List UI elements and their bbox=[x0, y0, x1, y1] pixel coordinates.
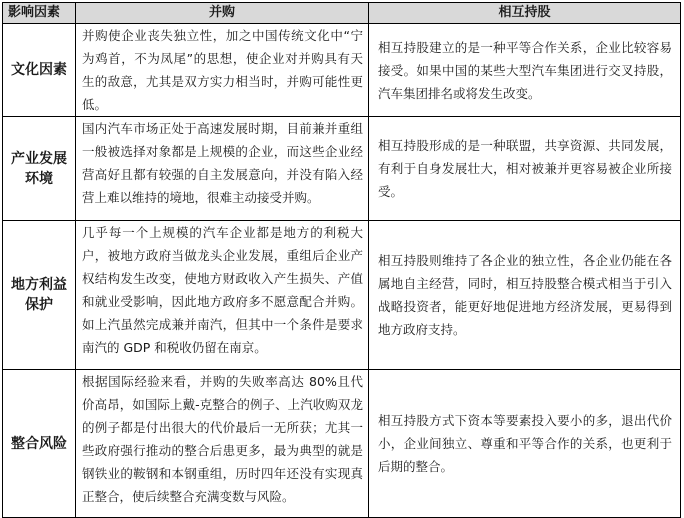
table-row-industry bbox=[3, 117, 681, 221]
header-factor: 影响因素 bbox=[3, 3, 76, 24]
merger-cell: 根据国际经验来看，并购的失败率高达 80%且代价高昂，如国际上戴-克整合的例子、上汽收购双龙的例子都是付出很大的代价最后一无所获；尤其一些政府强行推动的整合后患更多，最为典型的就是钢铁业的鞍钢和本钢重组，历时四年还没有实现真正整合，使后续整合充满变数与风险。 bbox=[76, 370, 369, 518]
table-row-integration-risk bbox=[3, 370, 681, 518]
factor-cell: 产业发展环境 bbox=[3, 117, 76, 221]
header-merger: 并购 bbox=[76, 3, 369, 24]
header-cross-holding: 相互持股 bbox=[369, 3, 681, 24]
merger-cell: 几乎每一个上规模的汽车企业都是地方的利税大户，被地方政府当做龙头企业发展，重组后企业产权结构发生改变，使地方财政收入产生损失、产值和就业受影响，因此地方政府多不愿意配合并购。如上汽虽然完成兼并南汽，但其中一个条件是要求南汽的 GDP 和税收仍留在南京。 bbox=[76, 221, 369, 370]
factor-cell: 整合风险 bbox=[3, 370, 76, 518]
cross-holding-cell: 相互持股则维持了各企业的独立性，各企业仍能在各属地自主经营，同时，相互持股整合模式相当于引入战略投资者，能更好地促进地方经济发展，更易得到地方政府支持。 bbox=[369, 221, 681, 370]
factor-cell: 地方利益保护 bbox=[3, 221, 76, 370]
merger-cell: 并购使企业丧失独立性，加之中国传统文化中“宁为鸡首，不为凤尾”的思想，使企业对并购具有天生的敌意，尤其是双方实力相当时，并购可能性更低。 bbox=[76, 24, 369, 117]
merger-cell: 国内汽车市场正处于高速发展时期，目前兼并重组一般被选择对象都是上规模的企业，而这些企业经营高好且都有较强的自主发展意向，并没有陷入经营上难以维持的境地，很难主动接受并购。 bbox=[76, 117, 369, 221]
table-row-local-interest bbox=[3, 221, 681, 370]
cross-holding-cell: 相互持股建立的是一种平等合作关系，企业比较容易接受。如果中国的某些大型汽车集团进行交叉持股，汽车集团排名或将发生改变。 bbox=[369, 24, 681, 117]
table-header-row bbox=[3, 3, 681, 24]
table-row-culture bbox=[3, 24, 681, 117]
factor-cell: 文化因素 bbox=[3, 24, 76, 117]
cross-holding-cell: 相互持股方式下资本等要素投入要小的多，退出代价小，企业间独立、尊重和平等合作的关系，也更利于后期的整合。 bbox=[369, 370, 681, 518]
comparison-table bbox=[2, 2, 681, 518]
cross-holding-cell: 相互持股形成的是一种联盟，共享资源、共同发展，有利于自身发展壮大，相对被兼并更容易被企业所接受。 bbox=[369, 117, 681, 221]
